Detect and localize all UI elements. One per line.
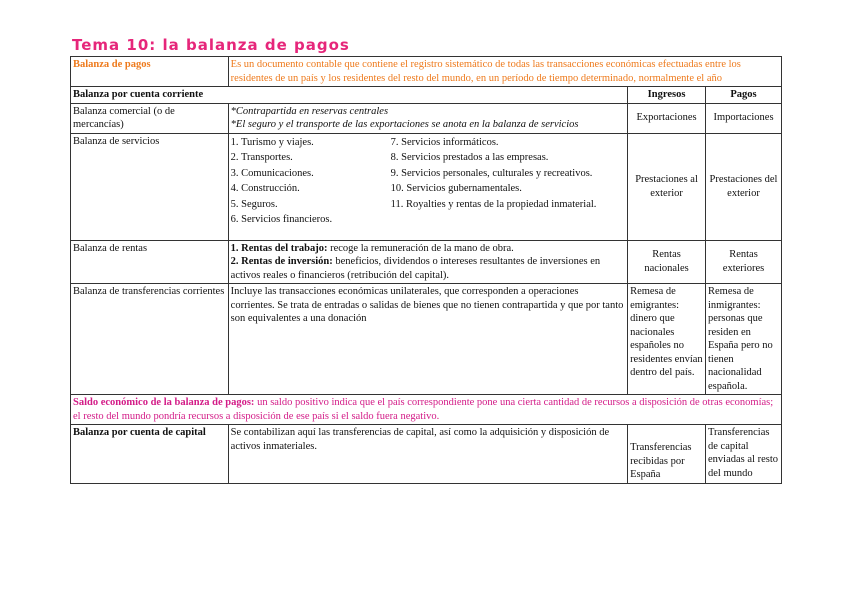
servicio-item: 6. Servicios financieros. — [230, 214, 333, 225]
capital-text: Se contabilizan aquí las transferencias de capital, así como la adquisición y disposición de activos inmateriales. — [228, 425, 627, 484]
row-header — [71, 87, 782, 104]
rentas-inversion-label: 2. Rentas de inversión: — [230, 256, 333, 267]
balanza-pagos-text: Es un documento contable que contiene el registro sistemático de todas las transacciones económicas efectuadas entre los residentes de un país y los residentes del resto del mundo, en un período de tiempo determinado, normalmente el año — [228, 57, 781, 87]
balanza-pagos-label: Balanza de pagos — [71, 57, 229, 87]
rentas-inversion-text: beneficios, dividendos o intereses resultantes de inversiones en activos reales o financieros (retribución del capital). — [230, 256, 601, 281]
row-balanza-pagos — [71, 57, 782, 87]
servicio-item: 8. Servicios prestados a las empresas. — [390, 152, 549, 163]
page-title: Tema 10: la balanza de pagos — [72, 36, 350, 54]
servicio-item: 4. Construcción. — [230, 183, 300, 194]
saldo-text — [71, 395, 782, 425]
row-transferencias — [71, 284, 782, 395]
comercial-ingresos: Exportaciones — [628, 103, 706, 133]
servicio-item: 10. Servicios gubernamentales. — [390, 183, 522, 194]
servicios-text — [228, 133, 627, 240]
transferencias-label: Balanza de transferencias corrientes — [71, 284, 229, 395]
servicio-item: 5. Seguros. — [230, 198, 278, 210]
servicios-pagos: Prestaciones del exterior — [706, 133, 782, 240]
row-comercial — [71, 103, 782, 133]
servicios-label: Balanza de servicios — [71, 133, 229, 240]
saldo-label: Saldo económico de la balanza de pagos: — [73, 397, 255, 408]
rentas-text — [228, 240, 627, 284]
comercial-pagos: Importaciones — [706, 103, 782, 133]
servicio-item: 11. Royalties y rentas de la propiedad inmaterial. — [390, 198, 597, 210]
row-capital — [71, 425, 782, 484]
transferencias-ingresos: Remesa de emigrantes: dinero que nacionales españoles no residentes envían dentro del país. — [628, 284, 706, 395]
rentas-trabajo-text: recoge la remuneración de la mano de obra. — [327, 242, 514, 254]
row-rentas — [71, 240, 782, 284]
rentas-label: Balanza de rentas — [71, 240, 229, 284]
ingresos-header: Ingresos — [628, 87, 706, 104]
rentas-trabajo-label: 1. Rentas del trabajo: — [230, 242, 328, 254]
capital-ingresos: Transferencias recibidas por España — [628, 425, 706, 484]
comercial-text — [228, 103, 627, 133]
capital-pagos: Transferencias de capital enviadas al resto del mundo — [706, 425, 782, 484]
row-servicios — [71, 133, 782, 240]
servicios-col1 — [231, 135, 391, 228]
rentas-pagos: Rentas exteriores — [706, 240, 782, 284]
servicio-item: 3. Comunicaciones. — [230, 167, 314, 179]
cuenta-corriente-header: Balanza por cuenta corriente — [71, 87, 628, 104]
row-saldo — [71, 395, 782, 425]
servicio-item: 9. Servicios personales, culturales y recreativos. — [390, 167, 593, 179]
servicio-item: 2. Transportes. — [230, 152, 293, 163]
pagos-header: Pagos — [706, 87, 782, 104]
servicios-col2 — [391, 135, 625, 228]
servicio-item: 7. Servicios informáticos. — [390, 136, 499, 148]
transferencias-text: Incluye las transacciones económicas unilaterales, que corresponden a operaciones corrientes. Se trata de entradas o salidas de bienes que no tienen contrapartida y que por tanto son equivalentes a una donación — [228, 284, 627, 395]
saldo-body: un saldo positivo indica que el país correspondiente pone una cierta cantidad de recursos a disposición de otras economías; el resto del mundo pondría recursos a disposición de ese país si el saldo fuera negativo. — [73, 397, 774, 422]
servicios-ingresos: Prestaciones al exterior — [628, 133, 706, 240]
transferencias-pagos: Remesa de inmigrantes: personas que residen en España pero no tienen nacionalidad española. — [706, 284, 782, 395]
comercial-line2: *El seguro y el transporte de las exportaciones se anota en la balanza de servicios — [230, 119, 579, 130]
comercial-label: Balanza comercial (o de mercancías) — [71, 103, 229, 133]
balanza-table — [70, 56, 782, 484]
capital-label: Balanza por cuenta de capital — [71, 425, 229, 484]
comercial-line1: *Contrapartida en reservas centrales — [230, 105, 389, 117]
rentas-ingresos: Rentas nacionales — [628, 240, 706, 284]
servicio-item: 1. Turismo y viajes. — [230, 136, 314, 148]
